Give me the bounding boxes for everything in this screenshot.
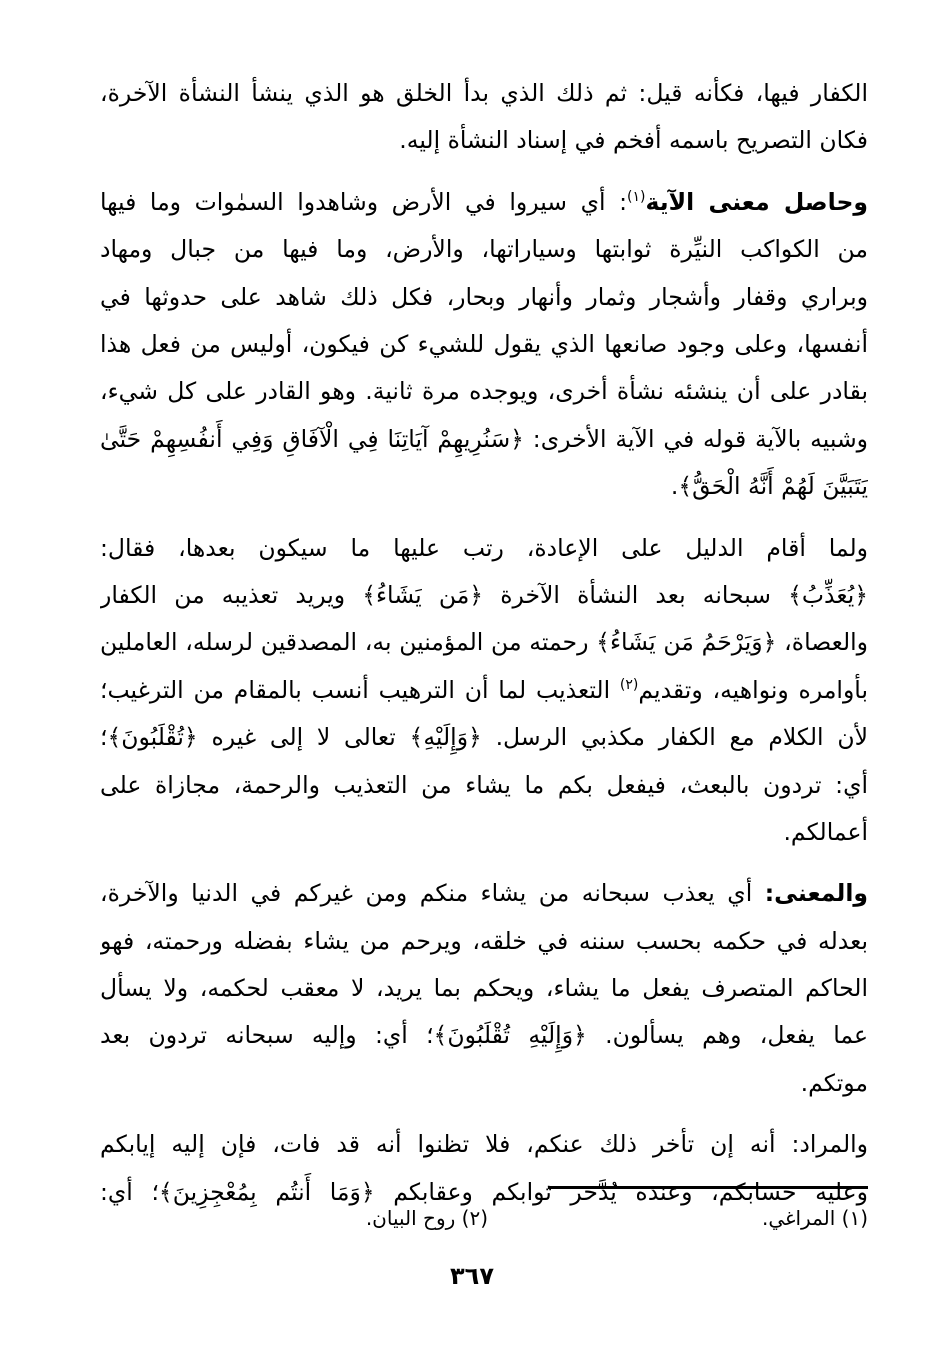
paragraph-4 — [100, 870, 868, 1107]
text-line: وشبيه بالآية قوله في الآية الأخرى: ﴿سَنُرِيهِمْ آيَاتِنَا فِي الْآفَاقِ وَفِي أَنفُسِهِمْ حَتَّىٰ — [100, 424, 868, 453]
text-line: أنفسها، وعلى وجود صانعها الذي يقول للشيء كن فيكون، أوليس من فعل هذا — [100, 329, 868, 358]
footnote-divider — [548, 1186, 868, 1189]
text-line: الكفار فيها، فكأنه قيل: ثم ذلك الذي بدأ الخلق هو الذي ينشأ النشأة الآخرة، — [100, 79, 868, 107]
text-line: بعدله في حكمه بحسب سننه في خلقه، ويرحم من يشاء بفضله ورحمته، فهو — [100, 926, 868, 955]
text-line: من الكواكب النيِّرة ثوابتها وسياراتها، والأرض، وما فيها من جبال ومهاد — [100, 235, 868, 264]
text-line: يَتَبَيَّنَ لَهُمْ أَنَّهُ الْحَقُّ﴾. — [670, 472, 868, 501]
paragraph-2 — [100, 179, 868, 511]
page-number: ٣٦٧ — [450, 1262, 494, 1290]
text-segment: التعذيب لما أن الترهيب أنسب بالمقام من الترغيب؛ — [100, 675, 620, 704]
paragraph-3 — [100, 525, 868, 857]
text-line: ولما أقام الدليل على الإعادة، رتب عليها ما سيكون بعدها، فقال: — [100, 533, 868, 562]
paragraph-heading: وحاصل معنى الآية — [645, 187, 868, 216]
text-line: الحاكم المتصرف يفعل ما يشاء، ويحكم بما يريد، لا معقب لحكمه، ولا يسأل — [100, 974, 868, 1003]
text-line: أي: تردون بالبعث، فيفعل بكم ما يشاء من التعذيب والرحمة، مجازاة على — [100, 770, 868, 799]
text-segment: بأوامره ونواهيه، وتقديم — [638, 675, 868, 704]
text-line — [100, 667, 868, 714]
text-line: لأن الكلام مع الكفار مكذبي الرسل. ﴿وَإِلَيْهِ﴾ تعالى لا إلى غيره ﴿تُقْلَبُونَ﴾؛ — [100, 723, 868, 752]
paragraph-1 — [100, 70, 868, 165]
text-line: موتكم. — [800, 1068, 868, 1097]
footnote-2: (٢) روح البيان. — [365, 1206, 488, 1230]
text-segment: : أي سيروا في الأرض وشاهدوا السمٰوات وما فيها — [100, 187, 628, 216]
footnote-ref: (٢) — [619, 676, 639, 693]
text-line: بقادر على أن ينشئه نشأة أخرى، ويوجده مرة ثانية. وهو القادر على كل شيء، — [100, 377, 868, 406]
text-segment: أي يعذب سبحانه من يشاء منكم ومن غيركم في الدنيا والآخرة، — [100, 879, 765, 908]
main-text — [100, 70, 868, 1230]
text-line: عما يفعل، وهم يسألون. ﴿وَإِلَيْهِ تُقْلَبُونَ﴾؛ أي: وإليه سبحانه تردون بعد — [100, 1021, 868, 1050]
text-line — [100, 179, 868, 226]
text-line — [100, 870, 868, 917]
footnote-1: (١) المراغي. — [761, 1206, 868, 1230]
text-line: والمراد: أنه إن تأخر ذلك عنكم، فلا تظنوا أنه قد فات، فإن إليه إيابكم — [100, 1130, 868, 1159]
text-line: وعليه حسابكم، وعنده يُدَّخر ثوابكم وعقابكم ﴿وَمَا أَنتُم بِمُعْجِزِينَ﴾؛ أي: — [100, 1177, 868, 1206]
text-line: فكان التصريح باسمه أفخم في إسناد النشأة إليه. — [399, 126, 868, 155]
paragraph-5 — [100, 1121, 868, 1216]
footnote-ref: (١) — [627, 188, 646, 205]
text-line: والعصاة، ﴿وَيَرْحَمُ مَن يَشَاءُ﴾ رحمته من المؤمنين به، المصدقين لرسله، العاملين — [100, 628, 868, 657]
text-line: أعمالكم. — [783, 817, 868, 846]
text-line: وبراري وقفار وأشجار وثمار وأنهار وبحار، فكل ذلك شاهد على حدوثها في — [100, 282, 868, 311]
text-line: ﴿يُعَذِّبُ﴾ سبحانه بعد النشأة الآخرة ﴿مَن يَشَاءُ﴾ ويريد تعذيبه من الكفار — [100, 580, 868, 609]
paragraph-heading: والمعنى: — [764, 879, 868, 908]
